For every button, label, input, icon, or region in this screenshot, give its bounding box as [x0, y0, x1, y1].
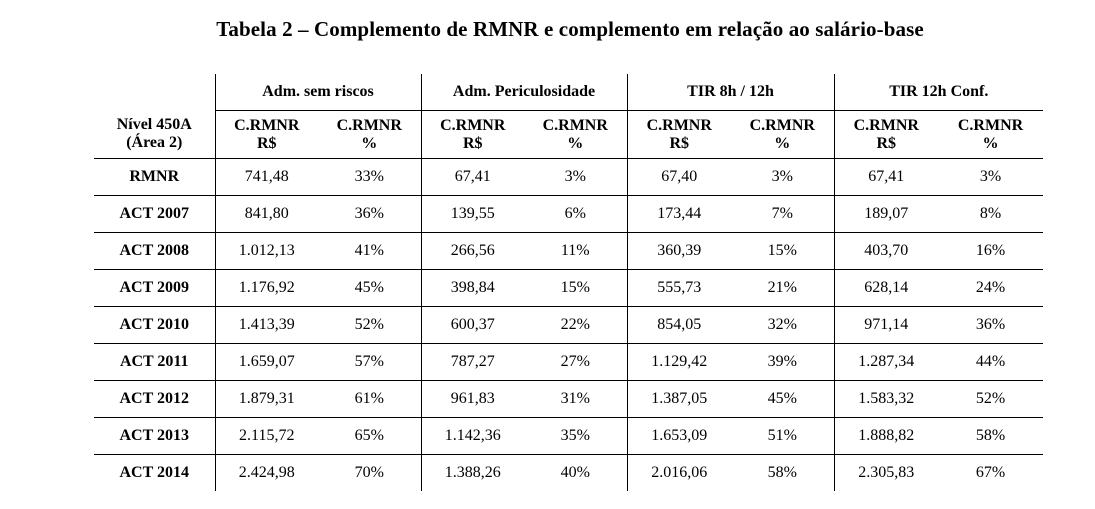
row-label: ACT 2013 — [94, 418, 215, 455]
row-label: ACT 2007 — [94, 196, 215, 233]
column-header-line: % — [774, 134, 791, 152]
group-header: Adm. Periculosidade — [421, 74, 627, 111]
column-header — [938, 111, 1043, 159]
table-cell: 35% — [524, 418, 627, 455]
row-header-line: (Área 2) — [126, 134, 183, 152]
table-cell: 21% — [731, 270, 834, 307]
table-cell: 1.888,82 — [834, 418, 938, 455]
table-cell: 58% — [938, 418, 1043, 455]
column-header-line: C.RMNR — [542, 116, 608, 134]
table-cell: 2.115,72 — [215, 418, 318, 455]
table-row — [94, 270, 1043, 307]
table-row — [94, 344, 1043, 381]
corner-cell — [94, 74, 215, 111]
data-table — [94, 74, 1043, 491]
table-cell: 360,39 — [627, 233, 731, 270]
row-label: ACT 2014 — [119, 464, 189, 481]
table-cell: 15% — [731, 233, 834, 270]
table-cell: 403,70 — [834, 233, 938, 270]
table-cell: 16% — [938, 233, 1043, 270]
table-cell: 6% — [524, 196, 627, 233]
row-label: ACT 2011 — [94, 344, 215, 381]
table-cell: 39% — [731, 344, 834, 381]
table-cell: 2.305,83 — [834, 455, 938, 492]
table-cell: 8% — [938, 196, 1043, 233]
row-label: ACT 2012 — [94, 381, 215, 418]
group-header: TIR 8h / 12h — [627, 74, 834, 111]
row-label: ACT 2010 — [94, 307, 215, 344]
table-cell: 61% — [318, 381, 421, 418]
column-header-line: C.RMNR — [749, 116, 815, 134]
column-header-line: R$ — [669, 134, 690, 152]
table-row — [94, 455, 1043, 492]
table-cell: 67% — [975, 464, 1006, 481]
table-cell: 22% — [524, 307, 627, 344]
table-cell: 31% — [524, 381, 627, 418]
table-cell: 32% — [731, 307, 834, 344]
table-row — [94, 196, 1043, 233]
table-cell: 787,27 — [421, 344, 524, 381]
row-label: ACT 2009 — [94, 270, 215, 307]
column-header-line: C.RMNR — [440, 116, 506, 134]
table-cell: 971,14 — [834, 307, 938, 344]
table-cell: 1.659,07 — [215, 344, 318, 381]
table-cell: 266,56 — [421, 233, 524, 270]
table-cell: 2.424,98 — [215, 455, 318, 492]
table-cell: 3% — [524, 159, 627, 196]
column-header — [421, 111, 524, 159]
table-cell: 45% — [731, 381, 834, 418]
table-cell: 15% — [524, 270, 627, 307]
table-cell: 741,48 — [215, 159, 318, 196]
sub-header-row — [94, 111, 1043, 159]
table-row — [94, 159, 1043, 196]
table-cell: 45% — [318, 270, 421, 307]
table-row — [94, 418, 1043, 455]
table-row — [94, 381, 1043, 418]
table-cell: 600,37 — [421, 307, 524, 344]
table-cell: 854,05 — [627, 307, 731, 344]
row-header-line: Nível 450A — [116, 116, 192, 134]
table-cell: 67,41 — [421, 159, 524, 196]
table-cell: 11% — [524, 233, 627, 270]
column-header — [731, 111, 834, 159]
table-cell: 1.653,09 — [627, 418, 731, 455]
table-cell: 628,14 — [834, 270, 938, 307]
table-cell: 139,55 — [421, 196, 524, 233]
table-cell: 52% — [938, 381, 1043, 418]
table-cell: 36% — [318, 196, 421, 233]
column-header — [215, 111, 318, 159]
table-cell: 7% — [731, 196, 834, 233]
table-cell: 3% — [731, 159, 834, 196]
table-cell: 40% — [560, 464, 590, 481]
table-cell: 173,44 — [627, 196, 731, 233]
table-cell: 65% — [318, 418, 421, 455]
table-cell: 67,40 — [627, 159, 731, 196]
table-cell: 3% — [938, 159, 1043, 196]
group-header: TIR 12h Conf. — [834, 74, 1043, 111]
column-header-line: R$ — [876, 134, 897, 152]
table-cell: 36% — [938, 307, 1043, 344]
table-cell: 52% — [318, 307, 421, 344]
table-cell: 27% — [524, 344, 627, 381]
table-cell: 1.129,42 — [627, 344, 731, 381]
table-row — [94, 233, 1043, 270]
table-cell: 57% — [318, 344, 421, 381]
column-header-line: C.RMNR — [646, 116, 712, 134]
table-cell: 70% — [354, 464, 384, 481]
table-cell: 1.142,36 — [421, 418, 524, 455]
group-header-row — [94, 74, 1043, 111]
row-label: ACT 2008 — [94, 233, 215, 270]
table-cell: 555,73 — [627, 270, 731, 307]
column-header-line: R$ — [462, 134, 483, 152]
column-header-line: C.RMNR — [234, 116, 300, 134]
table-cell: 58% — [767, 464, 797, 481]
table-cell: 33% — [318, 159, 421, 196]
table-cell: 1.012,13 — [215, 233, 318, 270]
table-cell: 24% — [938, 270, 1043, 307]
table-title: Tabela 2 – Complemento de RMNR e complemento em relação ao salário-base — [216, 17, 924, 41]
table-cell: 1.879,31 — [215, 381, 318, 418]
table-cell: 41% — [318, 233, 421, 270]
table-row — [94, 307, 1043, 344]
table-cell: 67,41 — [834, 159, 938, 196]
table-cell: 1.176,92 — [215, 270, 318, 307]
table-cell: 1.413,39 — [215, 307, 318, 344]
column-header-line: % — [361, 134, 378, 152]
column-header — [524, 111, 627, 159]
group-header: Adm. sem riscos — [215, 74, 421, 111]
table-cell: 1.583,32 — [834, 381, 938, 418]
column-header-line: % — [982, 134, 999, 152]
column-header — [834, 111, 938, 159]
column-header-line: R$ — [256, 134, 277, 152]
row-label: RMNR — [94, 159, 215, 196]
table-cell: 1.287,34 — [834, 344, 938, 381]
table-cell: 51% — [731, 418, 834, 455]
table-cell: 398,84 — [421, 270, 524, 307]
column-header — [318, 111, 421, 159]
row-header — [94, 111, 215, 159]
table-cell: 841,80 — [215, 196, 318, 233]
column-header-line: C.RMNR — [853, 116, 919, 134]
table-cell: 1.387,05 — [627, 381, 731, 418]
table-cell: 961,83 — [421, 381, 524, 418]
table-cell: 44% — [938, 344, 1043, 381]
column-header-line: % — [567, 134, 584, 152]
column-header-line: C.RMNR — [957, 116, 1024, 134]
column-header-line: C.RMNR — [336, 116, 402, 134]
column-header — [627, 111, 731, 159]
table-cell: 1.388,26 — [421, 455, 524, 492]
table-cell: 189,07 — [834, 196, 938, 233]
table-cell: 2.016,06 — [627, 455, 731, 492]
